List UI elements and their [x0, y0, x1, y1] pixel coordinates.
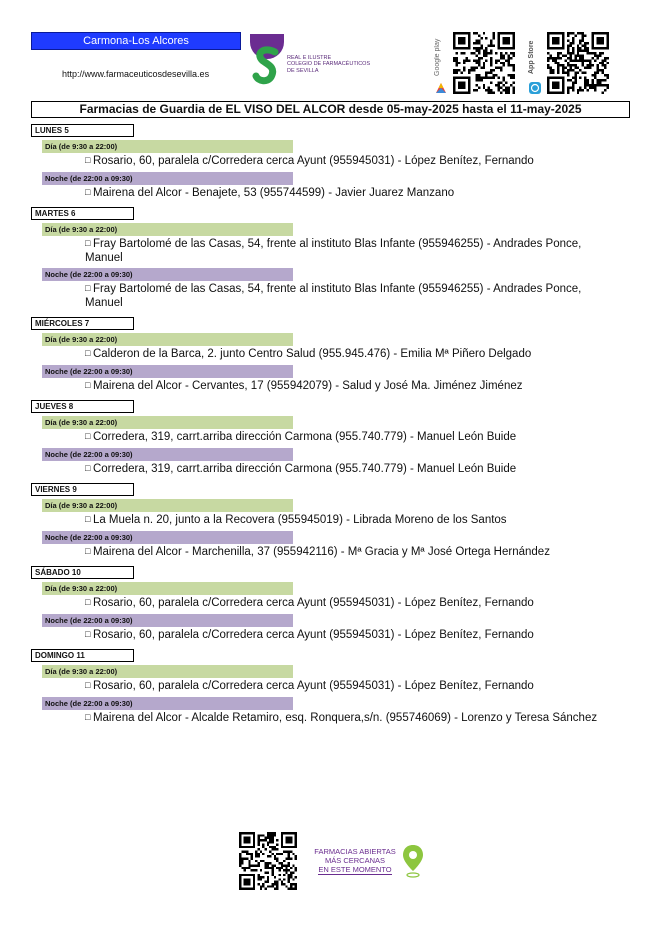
night-pharmacy-entry: □ Fray Bartolomé de las Casas, 54, frente al instituto Blas Infante (955946255) - Andrades Ponce, Manuel [85, 282, 605, 310]
zone-badge[interactable]: Carmona-Los Alcores [31, 32, 241, 50]
night-shift-label: Noche (de 22:00 a 09:30) [42, 531, 293, 544]
night-shift-label: Noche (de 22:00 a 09:30) [42, 365, 293, 378]
google-play-icon [435, 82, 447, 94]
day-block [31, 562, 601, 642]
day-block [31, 313, 601, 393]
day-shift-label: Día (de 9:30 a 22:00) [42, 223, 293, 236]
google-play-badge[interactable] [434, 32, 516, 94]
website-link[interactable]: http://www.farmaceuticosdesevilla.es [62, 69, 210, 79]
night-pharmacy-entry: □ Mairena del Alcor - Alcalde Retamiro, esq. Ronquera,s/n. (955746069) - Lorenzo y Teresa Sánchez [85, 711, 605, 726]
day-block [31, 120, 601, 200]
day-pharmacy-entry: □ Corredera, 319, carrt.arriba dirección Carmona (955.740.779) - Manuel León Buide [85, 430, 605, 445]
day-label: MIÉRCOLES 7 [31, 317, 134, 330]
day-label: VIERNES 9 [31, 483, 134, 496]
schedule-list [31, 120, 601, 728]
night-shift-label: Noche (de 22:00 a 09:30) [42, 448, 293, 461]
day-pharmacy-entry: □ Rosario, 60, paralela c/Corredera cerca Ayunt (955945031) - López Benítez, Fernando [85, 154, 605, 169]
day-label: LUNES 5 [31, 124, 134, 137]
day-shift-label: Día (de 9:30 a 22:00) [42, 140, 293, 153]
college-logo-icon [249, 32, 285, 86]
day-block [31, 479, 601, 559]
day-block [31, 645, 601, 725]
day-label: SÁBADO 10 [31, 566, 134, 579]
day-label: DOMINGO 11 [31, 649, 134, 662]
day-pharmacy-entry: □ Rosario, 60, paralela c/Corredera cerca Ayunt (955945031) - López Benítez, Fernando [85, 596, 605, 611]
night-pharmacy-entry: □ Mairena del Alcor - Cervantes, 17 (955942079) - Salud y José Ma. Jiménez Jiménez [85, 379, 605, 394]
page-title: Farmacias de Guardia de EL VISO DEL ALCOR desde 05-may-2025 hasta el 11-may-2025 [31, 101, 630, 118]
location-pin-icon [402, 844, 424, 878]
day-pharmacy-entry: □ Calderon de la Barca, 2. junto Centro Salud (955.945.476) - Emilia Mª Piñero Delgado [85, 347, 605, 362]
night-shift-label: Noche (de 22:00 a 09:30) [42, 697, 293, 710]
day-shift-label: Día (de 9:30 a 22:00) [42, 416, 293, 429]
day-label: JUEVES 8 [31, 400, 134, 413]
app-store-qr-icon [546, 32, 610, 94]
app-store-icon [529, 82, 541, 94]
day-pharmacy-entry: □ Rosario, 60, paralela c/Corredera cerca Ayunt (955945031) - López Benítez, Fernando [85, 679, 605, 694]
night-shift-label: Noche (de 22:00 a 09:30) [42, 172, 293, 185]
college-name: REAL E ILUSTRE COLEGIO DE FARMACÉUTICOS DE SEVILLA [287, 55, 371, 74]
google-play-label: Google play [434, 38, 441, 76]
day-block [31, 396, 601, 476]
night-pharmacy-entry: □ Mairena del Alcor - Marchenilla, 37 (955942116) - Mª Gracia y Mª José Ortega Hernández [85, 545, 605, 560]
day-shift-label: Día (de 9:30 a 22:00) [42, 499, 293, 512]
day-block [31, 203, 601, 310]
open-pharmacies-link[interactable]: FARMACIAS ABIERTAS MÁS CERCANAS EN ESTE MOMENTO [314, 847, 396, 874]
day-pharmacy-entry: □ Fray Bartolomé de las Casas, 54, frente al instituto Blas Infante (955946255) - Andrades Ponce, Manuel [85, 237, 605, 265]
day-pharmacy-entry: □ La Muela n. 20, junto a la Recovera (955945019) - Librada Moreno de los Santos [85, 513, 605, 528]
app-store-badge[interactable] [528, 32, 610, 94]
night-shift-label: Noche (de 22:00 a 09:30) [42, 614, 293, 627]
day-shift-label: Día (de 9:30 a 22:00) [42, 333, 293, 346]
night-pharmacy-entry: □ Mairena del Alcor - Benajete, 53 (955744599) - Javier Juarez Manzano [85, 186, 605, 201]
day-label: MARTES 6 [31, 207, 134, 220]
google-play-qr-icon [452, 32, 516, 94]
app-store-label: App Store [528, 40, 535, 74]
night-pharmacy-entry: □ Rosario, 60, paralela c/Corredera cerca Ayunt (955945031) - López Benítez, Fernando [85, 628, 605, 643]
night-pharmacy-entry: □ Corredera, 319, carrt.arriba dirección Carmona (955.740.779) - Manuel León Buide [85, 462, 605, 477]
night-shift-label: Noche (de 22:00 a 09:30) [42, 268, 293, 281]
day-shift-label: Día (de 9:30 a 22:00) [42, 582, 293, 595]
footer-qr-icon[interactable] [238, 832, 298, 890]
day-shift-label: Día (de 9:30 a 22:00) [42, 665, 293, 678]
